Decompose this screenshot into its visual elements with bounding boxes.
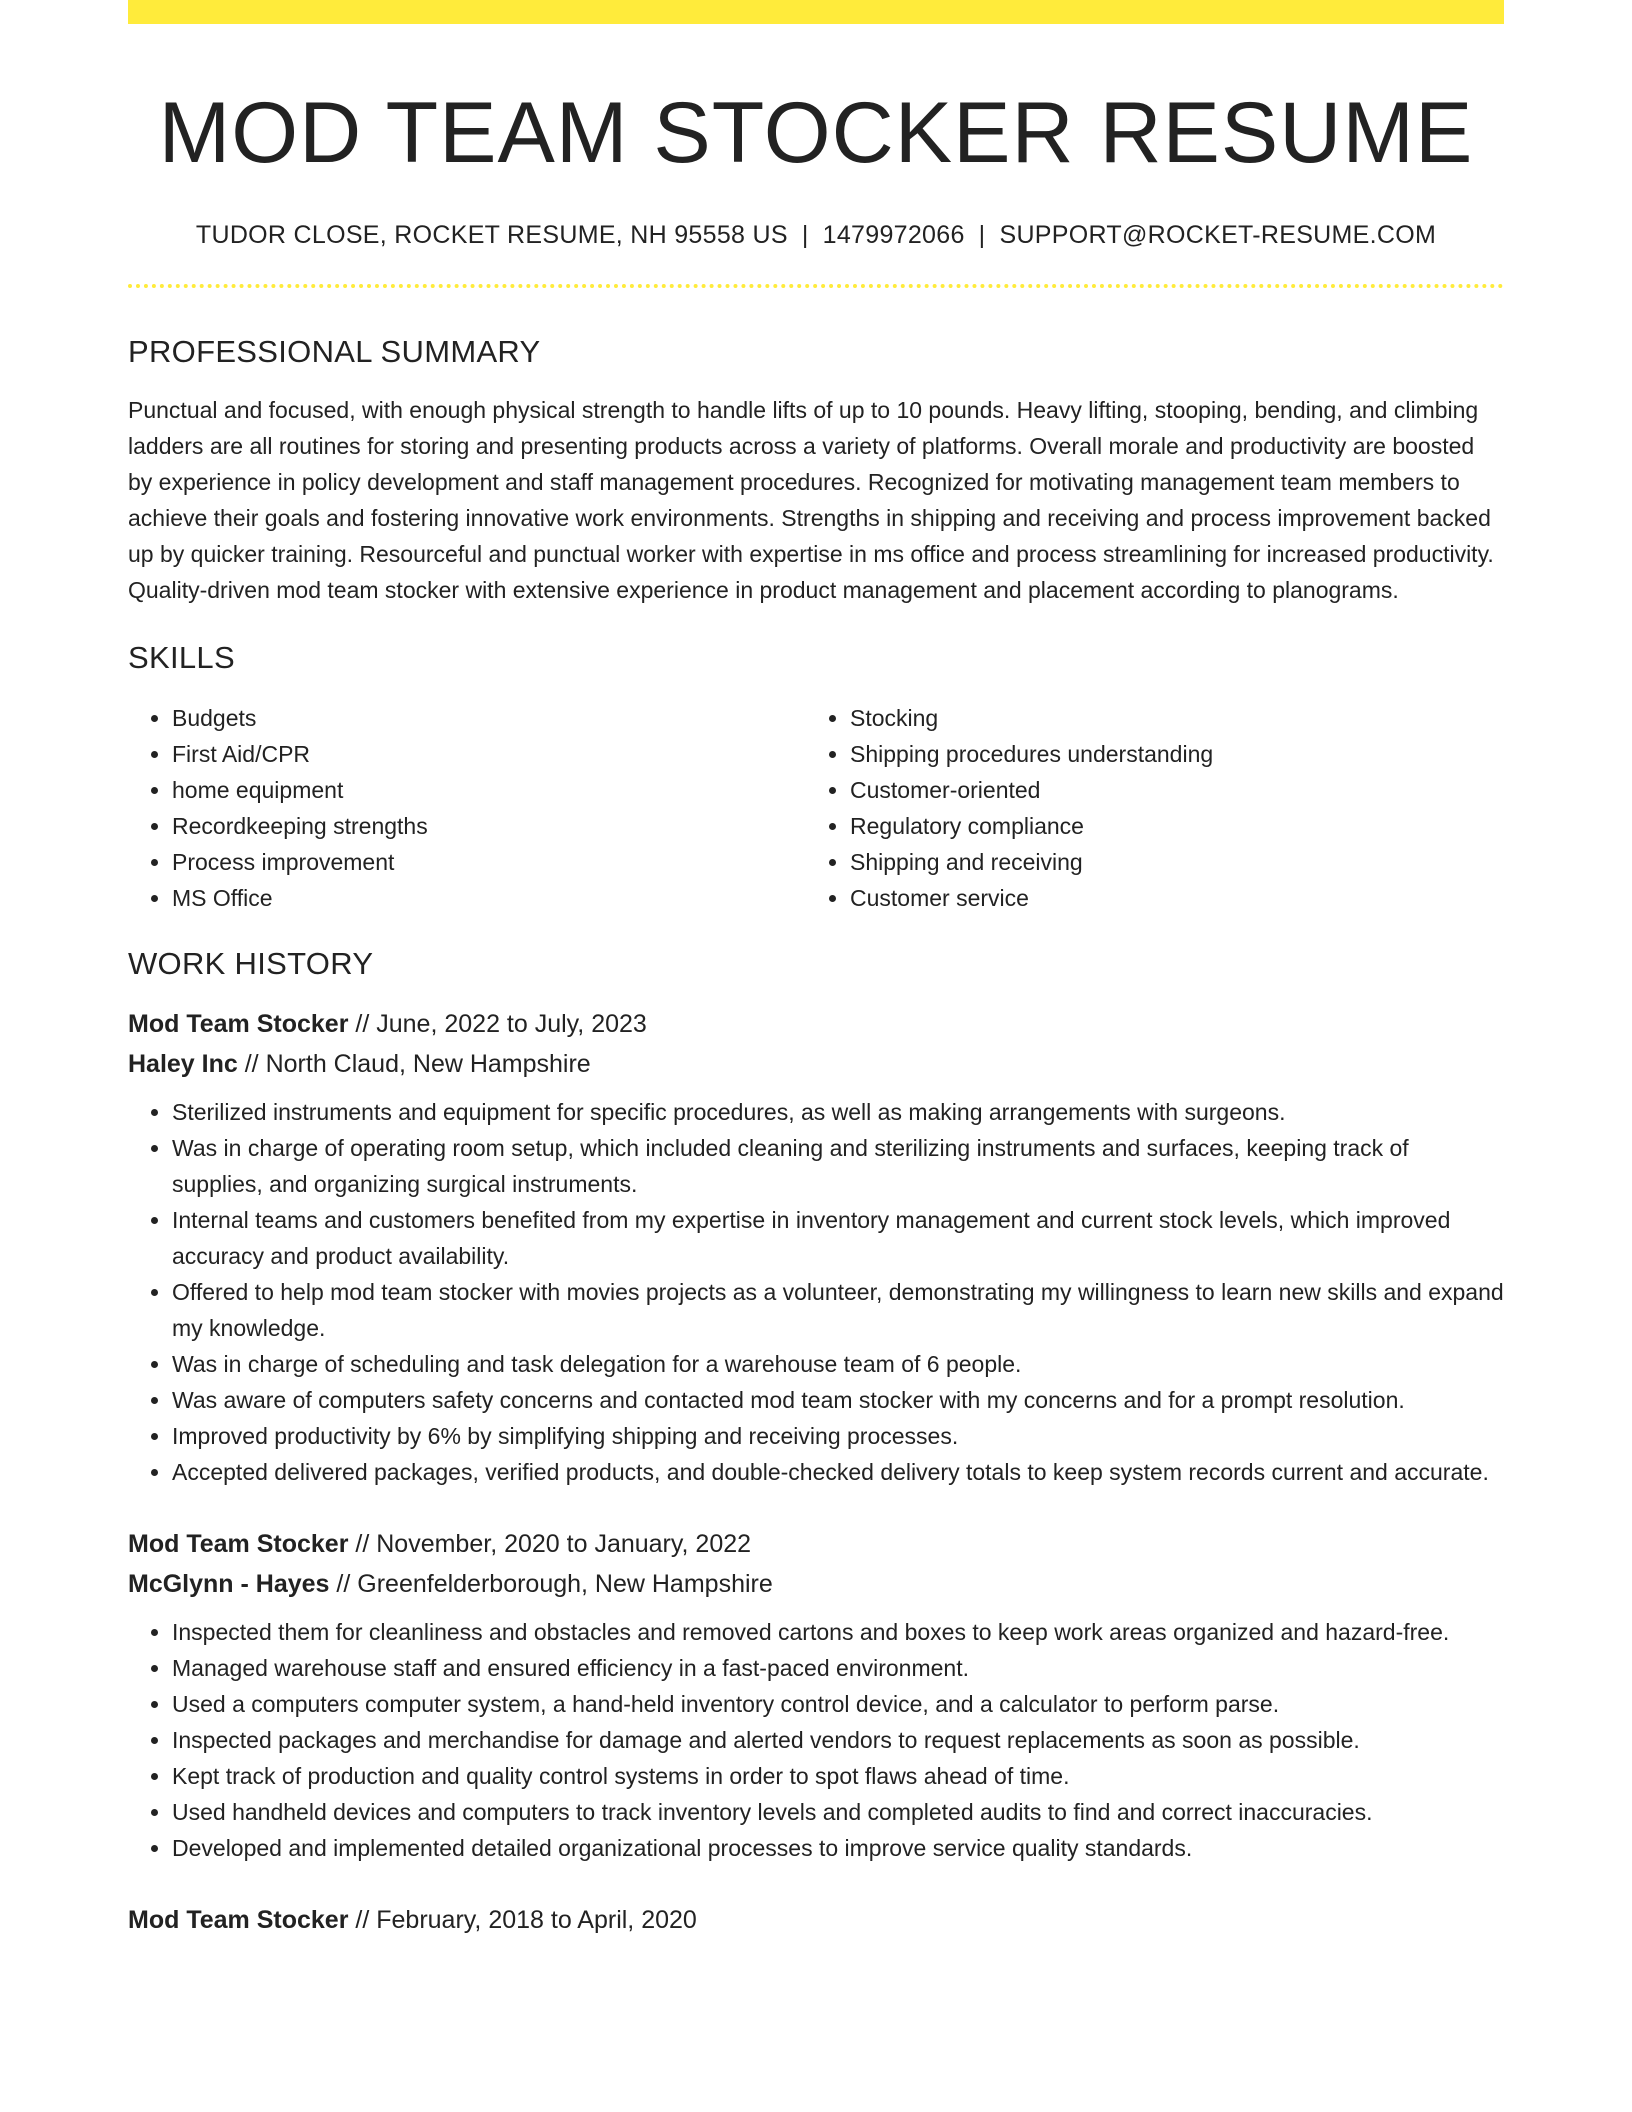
job-entry [128,1900,1504,1940]
contact-line [128,221,1504,250]
job-role: Mod Team Stocker [128,1010,349,1039]
skill-item: • Process improvement [172,844,806,880]
work-history-heading: WORK HISTORY [128,946,374,982]
skills-column-left [128,700,806,916]
skill-item: • home equipment [172,772,806,808]
job-dates: June, 2022 to July, 2023 [376,1010,647,1039]
job-role-line [128,1004,1504,1044]
resume-page [128,0,1504,1940]
job-bullet: • Internal teams and customers benefited from my expertise in inventory management and current stock levels, which improved accuracy and product availability. [172,1202,1504,1274]
job-bullets [128,1094,1504,1490]
job-company-line [128,1564,1504,1604]
job-bullets [128,1614,1504,1866]
job-bullet: • Inspected packages and merchandise for damage and alerted vendors to request replacements as soon as possible. [172,1722,1504,1758]
skill-item: • Stocking [850,700,1484,736]
job-location: Greenfelderborough, New Hampshire [357,1570,773,1599]
job-bullet: • Inspected them for cleanliness and obstacles and removed cartons and boxes to keep work areas organized and hazard-free. [172,1614,1504,1650]
job-bullet: • Kept track of production and quality control systems in order to spot flaws ahead of time. [172,1758,1504,1794]
job-bullet: • Accepted delivered packages, verified products, and double-checked delivery totals to keep system records current and accurate. [172,1454,1504,1490]
job-bullet: • Developed and implemented detailed organizational processes to improve service quality standards. [172,1830,1504,1866]
job-separator: // [355,1010,370,1039]
contact-email: SUPPORT@ROCKET-RESUME.COM [999,221,1437,250]
job-bullet: • Improved productivity by 6% by simplifying shipping and receiving processes. [172,1418,1504,1454]
job-role: Mod Team Stocker [128,1530,349,1559]
job-separator: // [355,1530,370,1559]
skills-list [128,700,1504,916]
job-dates: November, 2020 to January, 2022 [376,1530,752,1559]
skill-item: • Customer service [850,880,1484,916]
job-entry [128,1524,1504,1866]
job-separator: // [336,1570,351,1599]
job-role-line [128,1524,1504,1564]
job-location: North Claud, New Hampshire [265,1050,591,1079]
job-bullet: • Managed warehouse staff and ensured efficiency in a fast-paced environment. [172,1650,1504,1686]
job-role: Mod Team Stocker [128,1906,349,1935]
job-role-line [128,1900,1504,1940]
job-bullet: • Sterilized instruments and equipment for specific procedures, as well as making arrangements with surgeons. [172,1094,1504,1130]
job-dates: February, 2018 to April, 2020 [376,1906,697,1935]
job-bullet: • Was in charge of operating room setup, which included cleaning and sterilizing instruments and surfaces, keeping track of supplies, and organizing surgical instruments. [172,1130,1504,1202]
skill-item: • Shipping and receiving [850,844,1484,880]
contact-phone: 1479972066 [822,221,965,250]
top-accent-bar [128,0,1504,24]
contact-separator: | [978,221,986,250]
dotted-divider [128,284,1504,288]
job-entry [128,1004,1504,1490]
contact-separator: | [801,221,809,250]
job-separator: // [244,1050,259,1079]
skill-item: • First Aid/CPR [172,736,806,772]
skills-column-right [806,700,1484,916]
job-bullet: • Used handheld devices and computers to track inventory levels and completed audits to find and correct inaccuracies. [172,1794,1504,1830]
skill-item: • Customer-oriented [850,772,1484,808]
contact-address: TUDOR CLOSE, ROCKET RESUME, NH 95558 US [195,221,788,250]
summary-heading: PROFESSIONAL SUMMARY [128,334,541,370]
job-bullet: • Offered to help mod team stocker with movies projects as a volunteer, demonstrating my willingness to learn new skills and expand my knowledge. [172,1274,1504,1346]
skill-item: • Budgets [172,700,806,736]
skill-item: • Regulatory compliance [850,808,1484,844]
job-company: McGlynn - Hayes [128,1570,330,1599]
skill-item: • MS Office [172,880,806,916]
job-company: Haley Inc [128,1050,238,1079]
summary-text: Punctual and focused, with enough physical strength to handle lifts of up to 10 pounds. Heavy lifting, stooping, bending, and climbing ladders are all routines for storing and presenting products across a variety of platforms. Overall morale and productivity are boosted by experience in policy development and staff management procedures. Recognized for motivating management team members to achieve their goals and fostering innovative work environments. Strengths in shipping and receiving and process improvement backed up by quicker training. Resourceful and punctual worker with expertise in ms office and process streamlining for increased productivity. Quality-driven mod team stocker with extensive experience in product management and placement according to planograms. [128,397,1494,604]
job-bullet: • Used a computers computer system, a hand-held inventory control device, and a calculator to perform parse. [172,1686,1504,1722]
skill-item: • Shipping procedures understanding [850,736,1484,772]
resume-title: MOD TEAM STOCKER RESUME [158,85,1474,181]
skills-heading: SKILLS [128,640,235,676]
job-bullet: • Was aware of computers safety concerns and contacted mod team stocker with my concerns and for a prompt resolution. [172,1382,1504,1418]
skill-item: • Recordkeeping strengths [172,808,806,844]
job-company-line [128,1044,1504,1084]
job-separator: // [355,1906,370,1935]
job-bullet: • Was in charge of scheduling and task delegation for a warehouse team of 6 people. [172,1346,1504,1382]
